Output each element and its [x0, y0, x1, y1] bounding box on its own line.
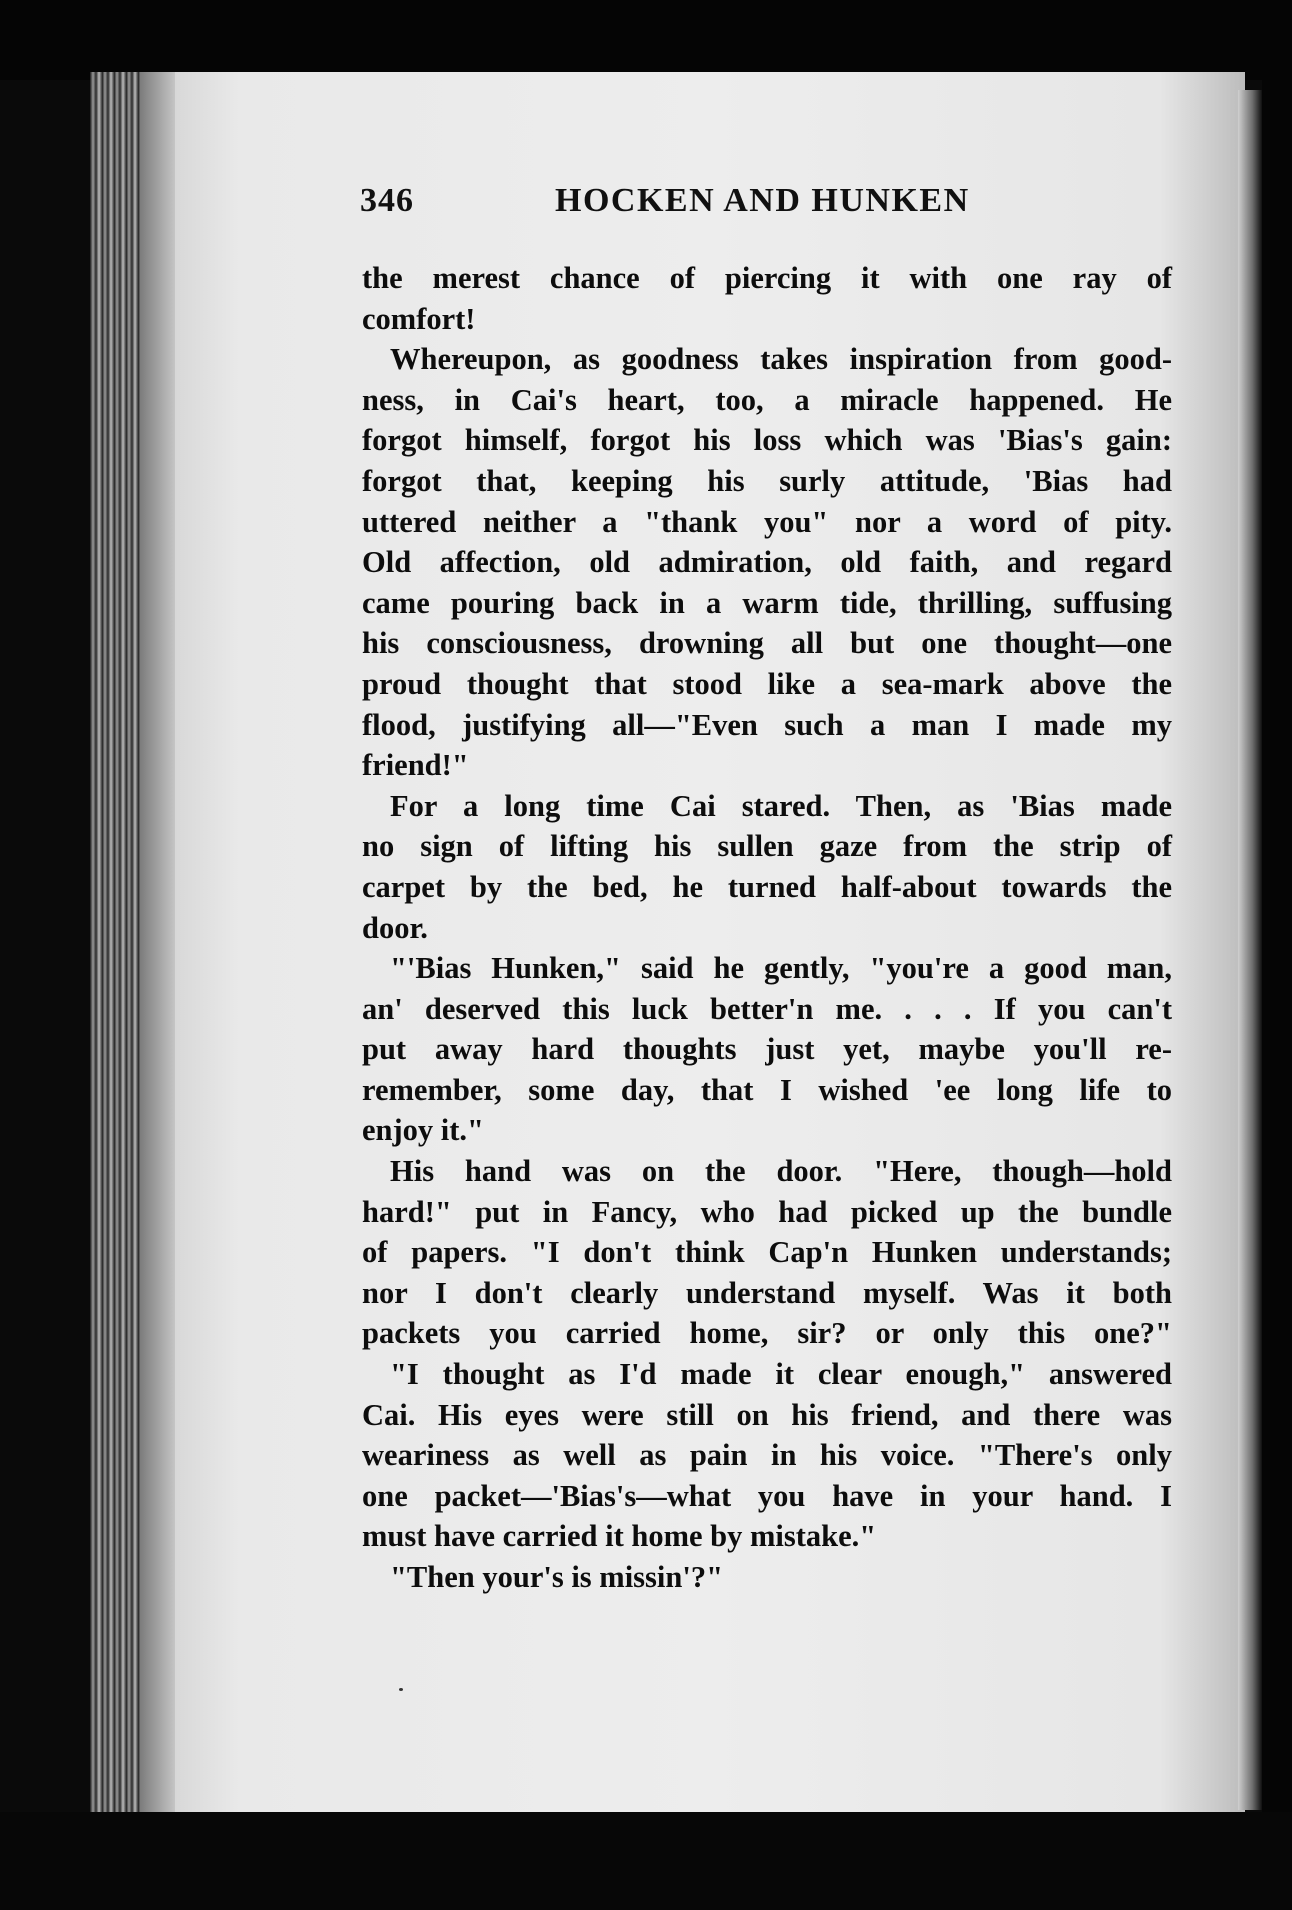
running-title: HOCKEN AND HUNKEN	[555, 182, 970, 219]
running-header	[360, 182, 1000, 232]
text-line: the merest chance of piercing it with one ray of	[362, 261, 1172, 295]
text-line: "I thought as I'd made it clear enough," answered	[390, 1357, 1172, 1392]
text-line: flood, justifying all—"Even such a man I made my	[362, 707, 1172, 742]
text-line: His hand was on the door. "Here, though—hold	[390, 1154, 1172, 1189]
text-line: nor I don't clearly understand myself. Was it both	[362, 1275, 1172, 1310]
text-line: one packet—'Bias's—what you have in your hand. I	[362, 1478, 1172, 1513]
text-line: forgot himself, forgot his loss which was 'Bias's gain:	[362, 423, 1172, 458]
text-line: Old affection, old admiration, old faith, and regard	[362, 545, 1172, 580]
page-right-edge	[1238, 90, 1262, 1810]
text-line: of papers. "I don't think Cap'n Hunken understands;	[362, 1235, 1172, 1270]
text-line: no sign of lifting his sullen gaze from the strip of	[362, 829, 1172, 864]
page-number: 346	[360, 182, 414, 219]
text-line: comfort!	[362, 301, 476, 336]
text-line: remember, some day, that I wished 'ee long life to	[362, 1072, 1172, 1107]
text-line: put away hard thoughts just yet, maybe you'll re-	[362, 1032, 1172, 1067]
text-line: hard!" put in Fancy, who had picked up the bundle	[362, 1194, 1172, 1229]
text-line: weariness as well as pain in his voice. "There's only	[362, 1438, 1172, 1473]
scan-background-top	[0, 0, 1292, 80]
text-line: uttered neither a "thank you" nor a word of pity.	[362, 504, 1172, 539]
text-line: enjoy it."	[362, 1113, 484, 1148]
text-line: Cai. His eyes were still on his friend, and there was	[362, 1397, 1172, 1432]
text-line: "'Bias Hunken," said he gently, "you're a good man,	[390, 951, 1172, 986]
text-line: proud thought that stood like a sea-mark above the	[362, 666, 1172, 701]
text-line: his consciousness, drowning all but one thought—one	[362, 626, 1172, 661]
text-line: For a long time Cai stared. Then, as 'Bias made	[390, 788, 1172, 823]
text-line: an' deserved this luck better'n me. . . . If you can't	[362, 991, 1172, 1026]
text-line: packets you carried home, sir? or only this one?"	[362, 1316, 1172, 1351]
text-line: Whereupon, as goodness takes inspiration from good-	[390, 342, 1172, 377]
text-line: forgot that, keeping his surly attitude, 'Bias had	[362, 463, 1172, 498]
text-line: must have carried it home by mistake."	[362, 1519, 877, 1554]
text-line: carpet by the bed, he turned half-about towards the	[362, 869, 1172, 904]
book-gutter-shadow	[140, 72, 180, 1812]
scan-background-bottom	[0, 1812, 1292, 1910]
text-line: door.	[362, 910, 428, 945]
paper-speck	[399, 1688, 403, 1691]
text-line: friend!"	[362, 748, 469, 783]
text-line: "Then your's is missin'?"	[390, 1560, 724, 1594]
body-text	[362, 258, 1172, 1598]
text-line: came pouring back in a warm tide, thrilling, suffusing	[362, 585, 1172, 620]
scan-background-right	[1262, 0, 1292, 1910]
text-line: ness, in Cai's heart, too, a miracle happened. He	[362, 382, 1172, 417]
